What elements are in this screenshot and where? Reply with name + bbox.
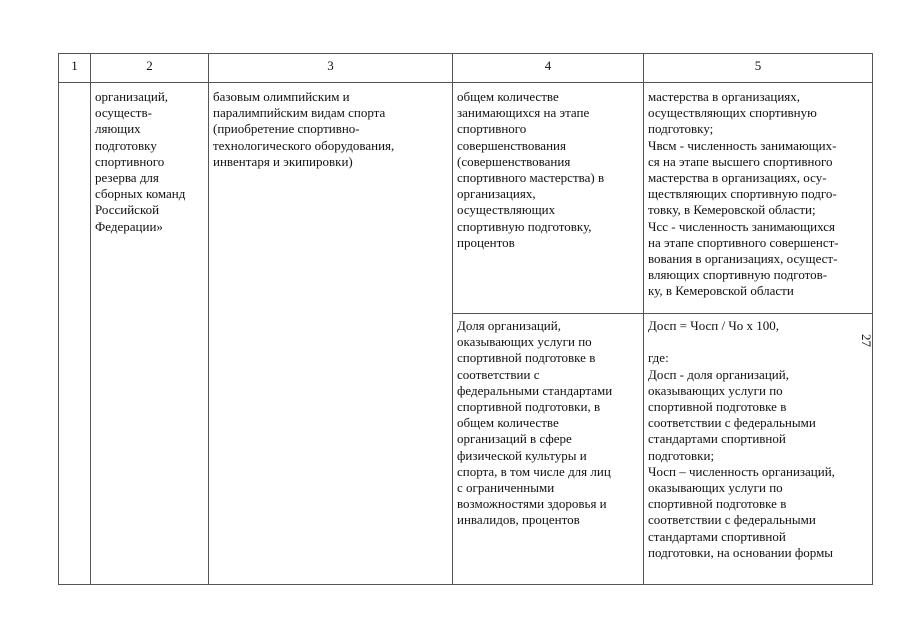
cell-row2-col4: Доля организаций, оказывающих услуги по спортивной подготовке в соответствии с федеральными стандартами спортивной подготовки, в общем количестве организаций в сфере физической культуры и спорта, в том числе для лиц с ограниченными возможностями здоровья и инвалидов, процентов (453, 314, 644, 585)
cell-row1-col5: мастерства в организациях, осуществляющих спортивную подготовку; Чвсм - численность занимающих- ся на этапе высшего спортивного мастерства в организациях, осу- ществляющих спортивную подго- товку, в Кемеровской области; Чсс - численность занимающихся на этапе спортивного совершенст- вования в организациях, осущест- вляющих спортивную подготов- ку, в Кемеровской области (644, 83, 873, 314)
header-col-5: 5 (644, 54, 873, 83)
header-row (59, 54, 873, 83)
document-table (58, 53, 873, 585)
cell-row1-col1 (59, 83, 91, 585)
table-row (59, 83, 873, 314)
header-col-2: 2 (91, 54, 209, 83)
header-col-3: 3 (209, 54, 453, 83)
page-number: 27 (859, 334, 874, 347)
header-col-1: 1 (59, 54, 91, 83)
cell-row1-col2: организаций, осуществ- ляющих подготовку спортивного резерва для сборных команд Российской Федерации» (91, 83, 209, 585)
cell-row1-col4: общем количестве занимающихся на этапе спортивного совершенствования (совершенствования спортивного мастерства) в организациях, осуществляющих спортивную подготовку, процентов (453, 83, 644, 314)
cell-row1-col3: базовым олимпийским и паралимпийским видам спорта (приобретение спортивно- технологического оборудования, инвентаря и экипировки) (209, 83, 453, 585)
cell-row2-col5: Досп = Чосп / Чо х 100, где: Досп - доля организаций, оказывающих услуги по спортивной подготовке в соответствии с федеральными стандартами спортивной подготовки; Чосп – численность организаций, оказывающих услуги по спортивной подготовке в соответствии с федеральными стандартами спортивной подготовки, на основании формы (644, 314, 873, 585)
header-col-4: 4 (453, 54, 644, 83)
